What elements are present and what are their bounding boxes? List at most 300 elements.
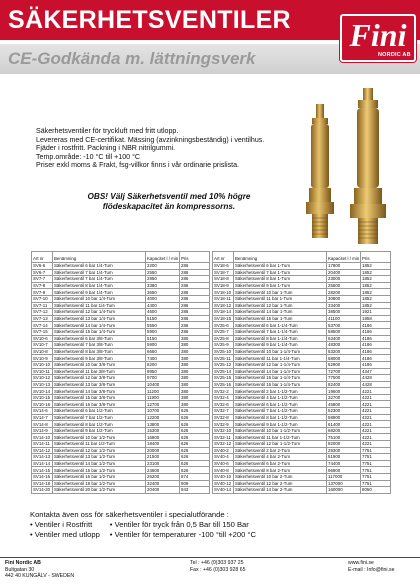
special-options-list	[30, 520, 390, 540]
table-header-row	[32, 252, 210, 263]
cell-price: 8050	[361, 487, 391, 494]
page-title: SÄKERHETSVENTILER	[8, 6, 291, 34]
cell-art-number: SV7-10	[32, 295, 53, 302]
cell-price: 626	[180, 427, 210, 434]
intro-line: Säkerhetsventiler för tryckluft med fritt utlopp.	[36, 127, 179, 135]
cell-price: 626	[180, 421, 210, 428]
cell-capacity: 45800	[327, 401, 361, 408]
cell-art-number: SV18-6	[213, 263, 234, 270]
cell-art-number: SV25-7	[213, 328, 234, 335]
cell-art-number: SV10-13	[32, 381, 53, 388]
table-row	[32, 447, 210, 454]
table-row	[213, 361, 391, 368]
cell-price: 286	[180, 322, 210, 329]
table-row	[32, 480, 210, 487]
cell-description: Säkerhetsventil 11 bar 1/4-Tum	[53, 302, 146, 309]
cell-capacity: 20000	[146, 447, 180, 454]
cell-capacity: 53200	[327, 348, 361, 355]
cell-price: 286	[180, 315, 210, 322]
cell-price: 626	[180, 447, 210, 454]
cell-art-number: SV7-15	[32, 328, 53, 335]
website-link[interactable]: www.fini.se	[348, 560, 374, 566]
cell-art-number: SV18-10	[213, 289, 234, 296]
table-row	[32, 394, 210, 401]
list-item: • Ventiler för temperaturer -100 °till +200 °C	[110, 530, 256, 540]
cell-capacity: 160000	[327, 487, 361, 494]
table-row	[213, 388, 391, 395]
cell-capacity: 41100	[327, 315, 361, 322]
table-row	[213, 467, 391, 474]
cell-art-number: SV32-10	[213, 427, 234, 434]
cell-capacity: 29300	[327, 447, 361, 454]
cell-description: Säkerhetsventil 2 bar 1-1/2-Tum	[234, 388, 327, 395]
cell-price: 380	[180, 355, 210, 362]
cell-capacity: 26200	[146, 474, 180, 481]
cell-art-number: SV25-8	[213, 335, 234, 342]
table-row	[213, 447, 391, 454]
cell-price: 909	[180, 480, 210, 487]
table-row	[213, 460, 391, 467]
table-row	[213, 355, 391, 362]
cell-price: 626	[180, 460, 210, 467]
cell-description: Säkerhetsventil 15 bar 1-1/4-Tum	[234, 375, 327, 382]
table-row	[32, 487, 210, 494]
phone-number: Tel : +46 (0)303 937 25	[190, 560, 244, 566]
cell-price: 380	[180, 388, 210, 395]
cell-description: Säkerhetsventil 7 bar 1-1/2-Tum	[234, 408, 327, 415]
table-row	[32, 276, 210, 283]
cell-price: 626	[180, 414, 210, 421]
cell-capacity: 63400	[327, 335, 361, 342]
table-row	[213, 263, 391, 270]
cell-art-number: SV40-6	[213, 460, 234, 467]
cell-description: Säkerhetsventil 9 bar 1-1/4-Tum	[234, 342, 327, 349]
cell-description: Säkerhetsventil 2 bar 2-Tum	[234, 447, 327, 454]
cell-art-number: SV40-8	[213, 467, 234, 474]
cell-price: 286	[180, 328, 210, 335]
cell-description: Säkerhetsventil 13 bar 3/8-Tum	[53, 381, 146, 388]
intro-line: Priser exkl moms & Frakt, fsg-villkor finns i vår ordinarie prislista.	[36, 161, 240, 170]
cell-art-number: SV25-10	[213, 348, 234, 355]
cell-price: 4186	[361, 328, 391, 335]
cell-description: Säkerhetsventil 4 bar 1-1/2-Tum	[234, 394, 327, 401]
cell-price: 4186	[361, 335, 391, 342]
cell-description: Säkerhetsventil 6 bar 3/8-Tum	[53, 335, 146, 342]
cell-description: Säkerhetsventil 10 bar 1-1/2-Tum	[234, 427, 327, 434]
cell-capacity: 3380	[146, 282, 180, 289]
cell-art-number: SV14-7	[32, 414, 53, 421]
table-row	[213, 282, 391, 289]
cell-price: 4221	[361, 434, 391, 441]
col-header-price: Pris	[361, 252, 391, 263]
cell-capacity: 2550	[146, 269, 180, 276]
table-row	[32, 414, 210, 421]
cell-description: Säkerhetsventil 10 bar 2-Tum	[234, 474, 327, 481]
cell-art-number: SV6-7	[32, 269, 53, 276]
cell-price: 4221	[361, 388, 391, 395]
cell-capacity: 13800	[146, 421, 180, 428]
cell-price: 4428	[361, 375, 391, 382]
cell-art-number: SV7-14	[32, 322, 53, 329]
cell-description: Säkerhetsventil 14 bar 1/2-Tum	[53, 460, 146, 467]
intro-text	[36, 127, 286, 170]
cell-description: Säkerhetsventil 12 bar 2-Tum	[234, 480, 327, 487]
cell-art-number: SV7-13	[32, 315, 53, 322]
cell-description: Säkerhetsventil 12 bar 3/8-Tum	[53, 375, 146, 382]
cell-art-number: SV18-7	[213, 269, 234, 276]
cell-description: Säkerhetsventil 14 bar 1-Tum	[234, 309, 327, 316]
cell-art-number: SV7-7	[32, 276, 53, 283]
cell-capacity: 2200	[146, 263, 180, 270]
cell-capacity: 96900	[327, 467, 361, 474]
cell-description: Säkerhetsventil 7 bar 1/2-Tum	[53, 414, 146, 421]
table-row	[32, 282, 210, 289]
cell-capacity: 8200	[146, 361, 180, 368]
cell-description: Säkerhetsventil 11 bar 1-1/4-Tum	[234, 355, 327, 362]
cell-description: Säkerhetsventil 7 bar 1/4-Tum	[53, 276, 146, 283]
cell-art-number: SV32-9	[213, 421, 234, 428]
table-row	[213, 474, 391, 481]
cell-capacity: 77500	[327, 375, 361, 382]
cell-description: Säkerhetsventil 6 bar 1-1/4-Tum	[234, 322, 327, 329]
table-row	[32, 434, 210, 441]
cell-art-number: SV40-4	[213, 454, 234, 461]
cell-capacity: 72700	[327, 368, 361, 375]
cell-description: Säkerhetsventil 8 bar 1-1/4-Tum	[234, 335, 327, 342]
cell-capacity: 6650	[146, 348, 180, 355]
cell-art-number: SV18-9	[213, 282, 234, 289]
cell-description: Säkerhetsventil 4 bar 2-Tum	[234, 454, 327, 461]
table-row	[32, 441, 210, 448]
intro-line: Levereras med CE-certifikat. Mässing (avzinkningsbeständig) i ventilhus.	[36, 135, 265, 144]
cell-price: 286	[180, 263, 210, 270]
table-row	[32, 322, 210, 329]
cell-price: 626	[180, 434, 210, 441]
cell-capacity: 15300	[146, 427, 180, 434]
cell-capacity: 5150	[146, 315, 180, 322]
cell-art-number: SV40-10	[213, 474, 234, 481]
cell-price: 4221	[361, 441, 391, 448]
table-row	[213, 394, 391, 401]
cell-description: Säkerhetsventil 9 bar 1/2-Tum	[53, 427, 146, 434]
table-row	[213, 328, 391, 335]
cell-capacity: 20400	[327, 269, 361, 276]
col-header-art: Art nr	[213, 252, 234, 263]
cell-art-number: SV32-11	[213, 434, 234, 441]
cell-art-number: SV14-15	[32, 467, 53, 474]
col-header-capacity: Kapacitet l / min	[327, 252, 361, 263]
table-row	[213, 276, 391, 283]
cell-price: 4186	[361, 342, 391, 349]
cell-description: Säkerhetsventil 9 bar 1-1/2-Tum	[234, 421, 327, 428]
cell-description: Säkerhetsventil 6 bar 1-Tum	[234, 263, 327, 270]
cell-art-number: SV7-9	[32, 289, 53, 296]
cell-art-number: SV14-20	[32, 487, 53, 494]
cell-art-number: SV25-11	[213, 355, 234, 362]
table-row	[32, 421, 210, 428]
cell-description: Säkerhetsventil 15 bar 1-Tum	[234, 315, 327, 322]
note-line: OBS! Välj Säkerhetsventil med 10% högre	[87, 192, 251, 201]
table-row	[32, 460, 210, 467]
col-header-art: Art nr	[32, 252, 53, 263]
cell-price: 1958	[361, 315, 391, 322]
cell-art-number: SV14-8	[32, 421, 53, 428]
options-column-right	[110, 520, 256, 540]
cell-price: 286	[180, 295, 210, 302]
cell-art-number: SV32-4	[213, 394, 234, 401]
cell-capacity: 4400	[146, 302, 180, 309]
cell-art-number: SV14-6	[32, 408, 53, 415]
cell-price: 874	[180, 474, 210, 481]
cell-art-number: SV14-18	[32, 480, 53, 487]
cell-capacity: 3650	[146, 289, 180, 296]
cell-capacity: 21500	[146, 454, 180, 461]
cell-art-number: SV25-14	[213, 368, 234, 375]
cell-price: 1852	[361, 302, 391, 309]
cell-description: Säkerhetsventil 7 bar 3/8-Tum	[53, 342, 146, 349]
cell-capacity: 68200	[327, 427, 361, 434]
cell-art-number: SV10-16	[32, 401, 53, 408]
cell-price: 626	[180, 467, 210, 474]
cell-description: Säkerhetsventil 16 bar 1/2-Tum	[53, 474, 146, 481]
cell-description: Säkerhetsventil 16 bar 3/8-Tum	[53, 401, 146, 408]
cell-price: 4221	[361, 401, 391, 408]
table-row	[32, 427, 210, 434]
cell-capacity: 23000	[327, 276, 361, 283]
table-row	[213, 269, 391, 276]
cell-description: Säkerhetsventil 10 bar 1-Tum	[234, 289, 327, 296]
cell-price: 380	[180, 342, 210, 349]
cell-art-number: SV10-8	[32, 348, 53, 355]
cell-art-number: SV18-8	[213, 276, 234, 283]
cell-capacity: 5900	[146, 328, 180, 335]
table-row	[213, 322, 391, 329]
table-row	[32, 375, 210, 382]
cell-price: 4186	[361, 322, 391, 329]
table-row	[32, 289, 210, 296]
cell-price: 626	[180, 408, 210, 415]
cell-capacity: 82400	[327, 381, 361, 388]
col-header-price: Pris	[180, 252, 210, 263]
table-row	[213, 302, 391, 309]
cell-price: 943	[180, 487, 210, 494]
cell-price: 7751	[361, 460, 391, 467]
cell-capacity: 2950	[146, 276, 180, 283]
cell-art-number: SV14-10	[32, 434, 53, 441]
table-row	[213, 401, 391, 408]
options-column-left	[30, 520, 100, 540]
cell-price: 1852	[361, 289, 391, 296]
col-header-desc: Benämning	[53, 252, 146, 263]
cell-art-number: SV14-13	[32, 454, 53, 461]
list-item: • Ventiler i Rostfritt	[30, 520, 100, 530]
cell-description: Säkerhetsventil 15 bar 3/8-Tum	[53, 394, 146, 401]
col-header-capacity: Kapacitet l / min	[146, 252, 180, 263]
cell-art-number: SV10-9	[32, 355, 53, 362]
cell-description: Säkerhetsventil 14 bar 1-1/4-Tum	[234, 368, 327, 375]
table-row	[213, 414, 391, 421]
cell-price: 4428	[361, 381, 391, 388]
cell-description: Säkerhetsventil 15 bar 1/2-Tum	[53, 467, 146, 474]
table-row	[213, 342, 391, 349]
email-link[interactable]: E-mail : Info@fini.se	[348, 566, 395, 573]
important-note	[44, 192, 294, 212]
table-row	[213, 368, 391, 375]
table-row	[213, 335, 391, 342]
table-row	[32, 263, 210, 270]
cell-capacity: 53700	[327, 322, 361, 329]
cell-capacity: 4600	[146, 309, 180, 316]
cell-description: Säkerhetsventil 8 bar 1-1/2-Tum	[234, 414, 327, 421]
cell-capacity: 8950	[146, 368, 180, 375]
cell-description: Säkerhetsventil 7 bar 1/4-Tum	[53, 269, 146, 276]
cell-price: 4221	[361, 421, 391, 428]
cell-capacity: 16900	[146, 434, 180, 441]
cell-price: 626	[180, 441, 210, 448]
cell-capacity: 18400	[146, 441, 180, 448]
cell-capacity: 11900	[146, 394, 180, 401]
cell-description: Säkerhetsventil 20 bar 1/2-Tum	[53, 487, 146, 494]
cell-art-number: SV14-11	[32, 441, 53, 448]
table-row	[32, 309, 210, 316]
cell-art-number: SV14-12	[32, 447, 53, 454]
cell-art-number: SV25-15	[213, 375, 234, 382]
cell-art-number: SV10-15	[32, 394, 53, 401]
cell-price: 286	[180, 282, 210, 289]
cell-capacity: 74400	[327, 460, 361, 467]
cell-capacity: 32700	[327, 394, 361, 401]
cell-price: 380	[180, 381, 210, 388]
table-row	[32, 401, 210, 408]
cell-capacity: 58500	[327, 328, 361, 335]
cell-price: 7751	[361, 454, 391, 461]
table-row	[213, 348, 391, 355]
table-row	[213, 427, 391, 434]
cell-capacity: 58900	[327, 414, 361, 421]
cell-capacity: 9700	[146, 375, 180, 382]
cell-art-number: SV18-12	[213, 302, 234, 309]
cell-price: 7751	[361, 474, 391, 481]
cell-price: 7751	[361, 480, 391, 487]
cell-art-number: SV32-12	[213, 441, 234, 448]
cell-price: 4186	[361, 361, 391, 368]
cell-capacity: 25600	[327, 282, 361, 289]
footer-address	[5, 560, 74, 580]
cell-description: Säkerhetsventil 13 bar 1/2-Tum	[53, 454, 146, 461]
cell-description: Säkerhetsventil 9 bar 1-Tum	[234, 282, 327, 289]
cell-description: Säkerhetsventil 9 bar 3/8-Tum	[53, 355, 146, 362]
cell-price: 4221	[361, 408, 391, 415]
fini-logo	[340, 14, 416, 62]
cell-description: Säkerhetsventil 18 bar 1/2-Tum	[53, 480, 146, 487]
cell-description: Säkerhetsventil 12 bar 1/4-Tum	[53, 309, 146, 316]
cell-price: 1852	[361, 263, 391, 270]
cell-art-number: SV32-2	[213, 388, 234, 395]
cell-capacity: 33400	[327, 302, 361, 309]
cell-capacity: 32400	[146, 480, 180, 487]
cell-art-number: SV14-14	[32, 460, 53, 467]
cell-capacity: 12700	[146, 401, 180, 408]
cell-art-number: SV40-12	[213, 480, 234, 487]
cell-price: 1852	[361, 282, 391, 289]
cell-description: Säkerhetsventil 8 bar 2-Tum	[234, 467, 327, 474]
cell-description: Säkerhetsventil 7 bar 1-Tum	[234, 269, 327, 276]
table-row	[213, 381, 391, 388]
cell-capacity: 12200	[146, 414, 180, 421]
table-row	[32, 408, 210, 415]
cell-description: Säkerhetsventil 6 bar 1-1/2-Tum	[234, 401, 327, 408]
cell-capacity: 48300	[327, 342, 361, 349]
cell-capacity: 4000	[146, 295, 180, 302]
cell-description: Säkerhetsventil 13 bar 1/4-Tum	[53, 315, 146, 322]
note-line: flödeskapacitet än kompressorns.	[102, 202, 236, 211]
table-row	[213, 487, 391, 494]
address-line: 442 40 KUNGÄLV - SWEDEN	[5, 573, 75, 580]
cell-capacity: 5550	[146, 322, 180, 329]
cell-description: Säkerhetsventil 9 bar 1/4-Tum	[53, 289, 146, 296]
table-row	[213, 434, 391, 441]
cell-description: Säkerhetsventil 14 bar 2-Tum	[234, 487, 327, 494]
fax-number: Fax : +46 (0)303 928 65	[190, 566, 246, 573]
logo-subtext: NORDIC AB	[378, 52, 411, 58]
cell-capacity: 28200	[327, 289, 361, 296]
list-item: • Ventiler med utlopp	[30, 530, 100, 540]
table-row	[32, 388, 210, 395]
table-row	[32, 454, 210, 461]
cell-capacity: 137000	[327, 480, 361, 487]
cell-price: 626	[180, 454, 210, 461]
cell-art-number: SV10-11	[32, 368, 53, 375]
cell-art-number: SV7-11	[32, 302, 53, 309]
cell-description: Säkerhetsventil 11 bar 3/8-Tum	[53, 368, 146, 375]
cell-art-number: SV10-14	[32, 388, 53, 395]
cell-capacity: 19600	[327, 388, 361, 395]
table-row	[213, 454, 391, 461]
cell-art-number: SV18-14	[213, 309, 234, 316]
cell-capacity: 52300	[327, 408, 361, 415]
cell-art-number: SV6-6	[32, 263, 53, 270]
price-table-left	[31, 251, 210, 494]
cell-capacity: 10400	[146, 381, 180, 388]
table-row	[213, 441, 391, 448]
cell-art-number: SV25-9	[213, 342, 234, 349]
table-row	[213, 408, 391, 415]
cell-price: 4186	[361, 348, 391, 355]
cell-description: Säkerhetsventil 6 bar 1/2-Tum	[53, 408, 146, 415]
intro-line: Fjäder i rostfritt. Packning i NBR nitrilgummi.	[36, 144, 176, 153]
cell-description: Säkerhetsventil 8 bar 1-Tum	[234, 276, 327, 283]
cell-capacity: 20400	[146, 487, 180, 494]
table-row	[32, 368, 210, 375]
cell-description: Säkerhetsventil 11 bar 1-Tum	[234, 295, 327, 302]
cell-price: 380	[180, 335, 210, 342]
cell-art-number: SV10-6	[32, 335, 53, 342]
cell-description: Säkerhetsventil 8 bar 1/4-Tum	[53, 282, 146, 289]
table-row	[32, 474, 210, 481]
cell-price: 4221	[361, 414, 391, 421]
cell-price: 1852	[361, 269, 391, 276]
cell-art-number: SV40-14	[213, 487, 234, 494]
cell-capacity: 62900	[327, 361, 361, 368]
cell-description: Säkerhetsventil 11 bar 1-1/2-Tum	[234, 434, 327, 441]
cell-art-number: SV32-6	[213, 401, 234, 408]
cell-capacity: 75100	[327, 434, 361, 441]
table-row	[32, 381, 210, 388]
cell-capacity: 7400	[146, 355, 180, 362]
company-name: Fini Nordic AB	[5, 560, 41, 566]
cell-description: Säkerhetsventil 15 bar 1/4-Tum	[53, 328, 146, 335]
cell-price: 380	[180, 401, 210, 408]
